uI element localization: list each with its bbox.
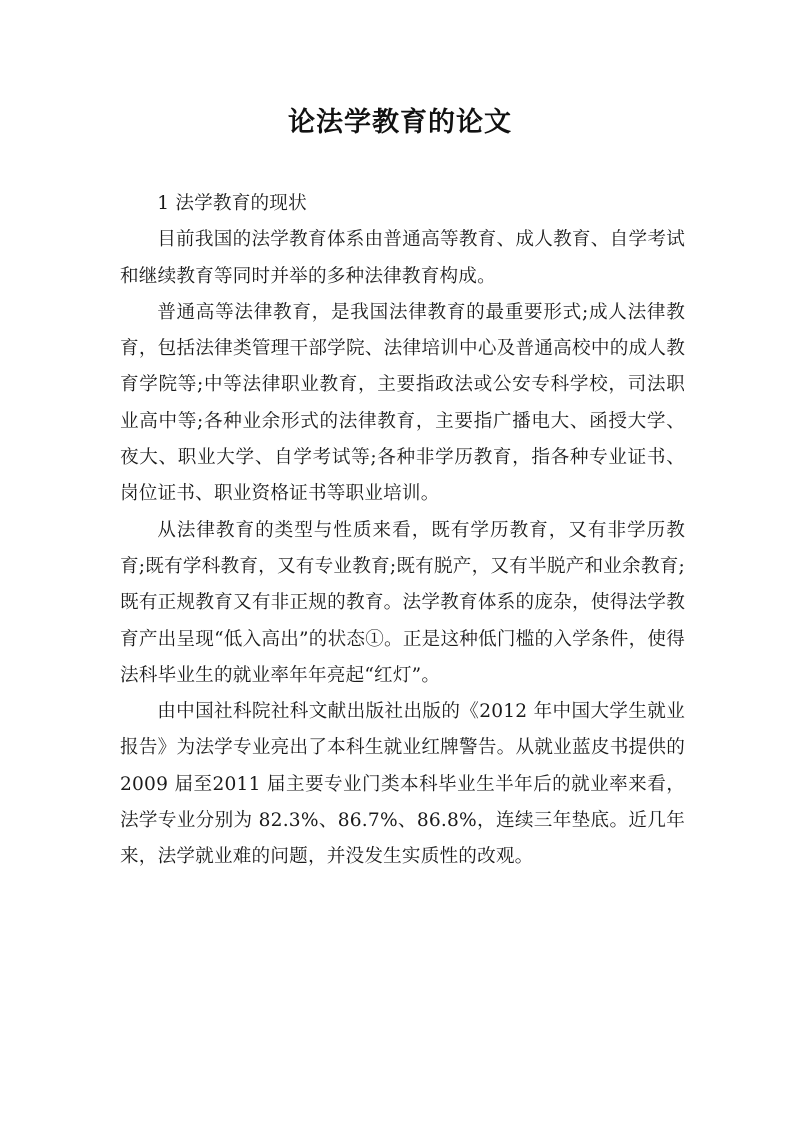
paragraph-2: 普通高等法律教育，是我国法律教育的最重要形式;成人法律教育，包括法律类管理干部学院、法律培训中心及普通高校中的成人教育学院等;中等法律职业教育，主要指政法或公安专科学校，司法职业高中等;各种业余形式的法律教育，主要指广播电大、函授大学、夜大、职业大学、自学考试等;各种非学历教育，指各种专业证书、岗位证书、职业资格证书等职业培训。 [120,301,685,505]
document-body [120,186,685,876]
paragraph-1: 目前我国的法学教育体系由普通高等教育、成人教育、自学考试和继续教育等同时并举的多种法律教育构成。 [120,229,685,287]
document-title: 论法学教育的论文 [288,107,512,138]
paragraph-3: 从法律教育的类型与性质来看，既有学历教育，又有非学历教育;既有学科教育，又有专业教育;既有脱产，又有半脱产和业余教育;既有正规教育又有非正规的教育。法学教育体系的庞杂，使得法学教育产出呈现“低入高出”的状态①。正是这种低门槛的入学条件，使得法科毕业生的就业率年年亮起“红灯”。 [120,519,685,686]
section-heading: 1 法学教育的现状 [157,193,307,214]
paragraph-4: 由中国社科院社科文献出版社出版的《2012 年中国大学生就业报告》为法学专业亮出了本科生就业红牌警告。从就业蓝皮书提供的2009 届至2011 届主要专业门类本科毕业生半年后的就业率来看，法学专业分别为 82.3%、86.7%、86.8%，连续三年垫底。近几年来，法学就业难的问题，并没发生实质性的改观。 [120,701,685,868]
